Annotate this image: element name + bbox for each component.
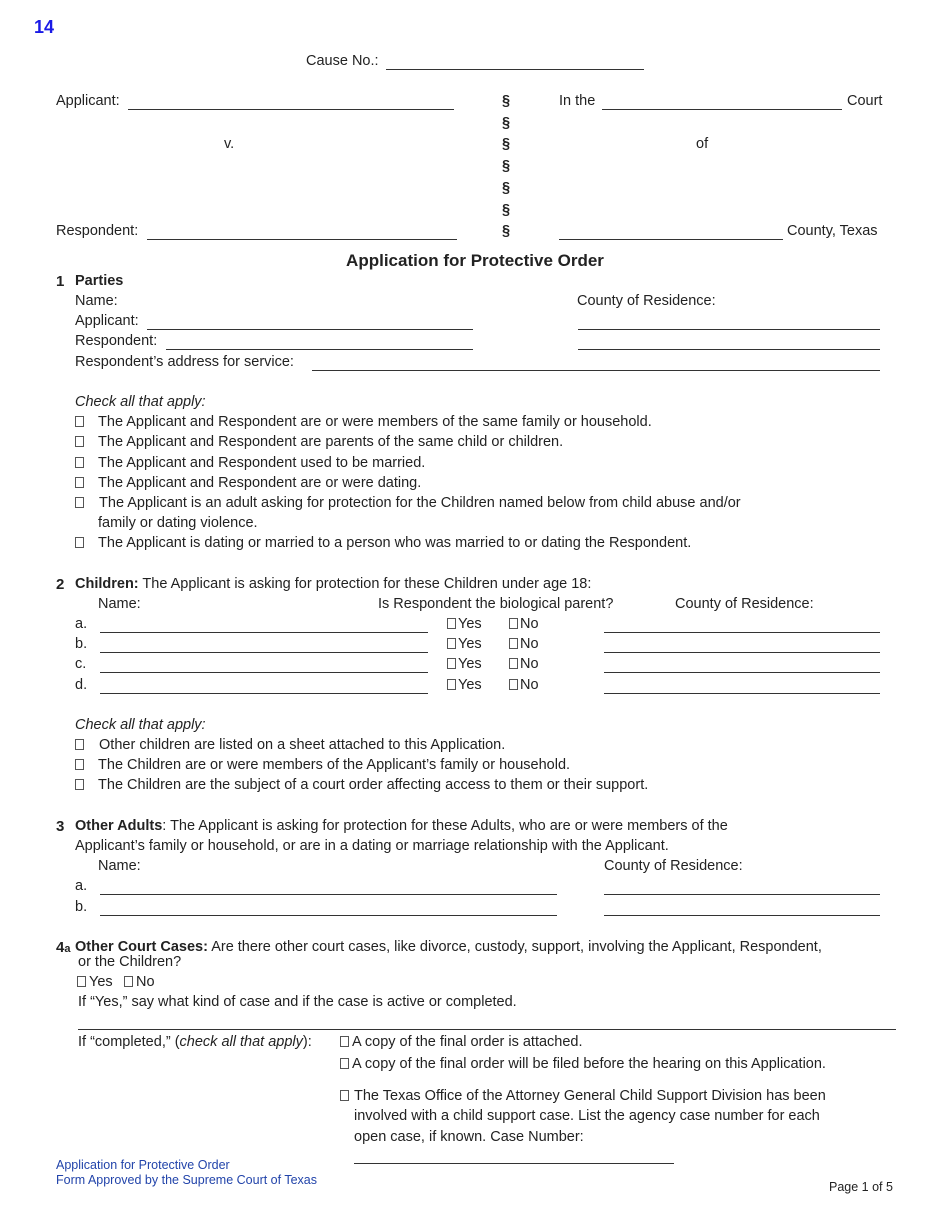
child-yes-option[interactable] (447, 656, 482, 672)
checkbox[interactable] (75, 739, 84, 750)
page-number: 14 (34, 17, 55, 37)
children-option-label: The Children are or were members of the Applicant’s family or household. (98, 757, 571, 773)
yes-label: Yes (89, 974, 113, 990)
versus-label: v. (224, 136, 235, 152)
if-completed-label (78, 1034, 312, 1050)
checkbox[interactable] (340, 1090, 349, 1101)
relationship-option[interactable] (75, 535, 691, 551)
case-kind-field[interactable] (78, 1029, 896, 1030)
checkbox[interactable] (75, 477, 84, 488)
section-mark: § (502, 202, 511, 218)
case-number-field[interactable] (354, 1163, 674, 1164)
relationship-option-label: The Applicant is an adult asking for protection for the Children named below from child abuse and/or (99, 495, 741, 511)
child-yes-option[interactable] (447, 677, 482, 693)
section-2-text: The Applicant is asking for protection for these Children under age 18: (142, 576, 592, 592)
no-label: No (520, 656, 539, 672)
child-no-option[interactable] (509, 616, 539, 632)
yes-label: Yes (458, 677, 482, 693)
section-3-text: : The Applicant is asking for protection for these Adults, who are or were members of the (162, 818, 728, 834)
section-4a-heading-line (75, 939, 822, 955)
children-option[interactable] (75, 777, 648, 793)
section-3-heading: Other Adults (75, 818, 163, 834)
checkbox[interactable] (509, 658, 518, 669)
parties-applicant-label: Applicant: (75, 313, 139, 329)
adult-row-letter: a. (75, 878, 88, 894)
completed-option-label: A copy of the final order will be filed before the hearing on this Application. (352, 1056, 826, 1072)
section-2-number: 2 (56, 576, 65, 593)
no-label: No (136, 974, 155, 990)
parties-respondent-name-field[interactable] (166, 349, 473, 350)
footer-page-number: Page 1 of 5 (829, 1180, 893, 1194)
footer-form-title: Application for Protective Order (56, 1158, 230, 1172)
child-county-field[interactable] (604, 652, 880, 653)
section-3-text-cont: Applicant’s family or household, or are in a dating or marriage relationship with the Applicant. (75, 838, 669, 854)
no-label: No (520, 677, 539, 693)
child-no-option[interactable] (509, 656, 539, 672)
parties-applicant-county-field[interactable] (578, 329, 880, 330)
checkbox[interactable] (75, 416, 84, 427)
checkbox[interactable] (509, 638, 518, 649)
checkbox[interactable] (340, 1058, 349, 1069)
checkbox[interactable] (77, 976, 86, 987)
child-name-field[interactable] (100, 672, 428, 673)
court-cases-no-option[interactable] (124, 974, 155, 990)
completed-option[interactable] (340, 1056, 826, 1072)
relationship-option[interactable] (75, 414, 652, 430)
completed-option[interactable] (340, 1088, 826, 1104)
checkbox[interactable] (509, 618, 518, 629)
checkbox[interactable] (509, 679, 518, 690)
adults-name-label: Name: (98, 858, 141, 874)
check-all-label-2: Check all that apply: (75, 717, 206, 733)
completed-option-label-cont: involved with a child support case. List the agency case number for each (354, 1108, 820, 1124)
children-option-label: The Children are the subject of a court order affecting access to them or their support. (98, 777, 649, 793)
check-all-label-1: Check all that apply: (75, 394, 206, 410)
yes-label: Yes (458, 656, 482, 672)
section-mark: § (502, 180, 511, 196)
respondent-caption-label: Respondent: (56, 223, 139, 239)
checkbox[interactable] (447, 658, 456, 669)
no-label: No (520, 636, 539, 652)
child-row-letter: c. (75, 656, 87, 672)
parties-county-label: County of Residence: (577, 293, 716, 309)
section-4a-sub: a (64, 943, 71, 955)
if-completed-post: ): (302, 1034, 312, 1050)
if-yes-label: If “Yes,” say what kind of case and if the case is active or completed. (78, 994, 517, 1010)
relationship-option[interactable] (75, 495, 741, 511)
adult-name-field[interactable] (100, 915, 557, 916)
child-row-letter: b. (75, 636, 88, 652)
section-4a-text-cont: or the Children? (78, 954, 182, 970)
cause-no-label: Cause No.: (306, 53, 379, 69)
yes-label: Yes (458, 616, 482, 632)
adult-name-field[interactable] (100, 894, 557, 895)
relationship-option-label: The Applicant and Respondent are parents of the same child or children. (98, 434, 564, 450)
parties-applicant-name-field[interactable] (147, 329, 473, 330)
checkbox[interactable] (75, 436, 84, 447)
section-mark: § (502, 115, 511, 131)
county-field[interactable] (559, 239, 783, 240)
in-the-label: In the (559, 93, 596, 109)
completed-option-label: The Texas Office of the Attorney General Child Support Division has been (354, 1088, 826, 1104)
court-cases-yes-option[interactable] (77, 974, 113, 990)
children-option[interactable] (75, 757, 570, 773)
relationship-option[interactable] (75, 475, 421, 491)
relationship-option[interactable] (75, 455, 425, 471)
court-label: Court (847, 93, 883, 109)
section-mark: § (502, 223, 511, 239)
yes-label: Yes (458, 636, 482, 652)
children-county-label: County of Residence: (675, 596, 814, 612)
section-4a-number (56, 939, 70, 956)
section-mark: § (502, 158, 511, 174)
checkbox[interactable] (124, 976, 133, 987)
section-1-number: 1 (56, 273, 65, 290)
parties-name-label: Name: (75, 293, 118, 309)
children-option-label: Other children are listed on a sheet attached to this Application. (99, 737, 506, 753)
relationship-option-label: The Applicant and Respondent used to be married. (98, 455, 426, 471)
children-name-label: Name: (98, 596, 141, 612)
adults-county-label: County of Residence: (604, 858, 743, 874)
relationship-option-label: The Applicant and Respondent are or were members of the same family or household. (98, 414, 652, 430)
section-2-heading: Children: (75, 576, 139, 592)
child-row-letter: d. (75, 677, 88, 693)
respondent-address-label: Respondent’s address for service: (75, 354, 294, 370)
child-yes-option[interactable] (447, 616, 482, 632)
adult-county-field[interactable] (604, 915, 880, 916)
completed-option-label-cont: open case, if known. Case Number: (354, 1129, 584, 1145)
section-2-heading-line (75, 576, 591, 592)
section-3-number: 3 (56, 818, 65, 835)
checkbox[interactable] (75, 779, 84, 790)
section-4a-text: Are there other court cases, like divorce, custody, support, involving the Applicant, Respondent, (211, 939, 822, 955)
checkbox[interactable] (340, 1036, 349, 1047)
completed-option-label: A copy of the final order is attached. (352, 1034, 583, 1050)
if-completed-pre: If “completed,” ( (78, 1034, 180, 1050)
footer-approval: Form Approved by the Supreme Court of Texas (56, 1173, 318, 1187)
page-title: Application for Protective Order (346, 251, 604, 270)
of-label: of (696, 136, 709, 152)
checkbox[interactable] (447, 638, 456, 649)
section-1-heading: Parties (75, 273, 124, 289)
child-row-letter: a. (75, 616, 88, 632)
parties-respondent-label: Respondent: (75, 333, 158, 349)
child-name-field[interactable] (100, 632, 428, 633)
section-3-heading-line (75, 818, 728, 834)
applicant-caption-label: Applicant: (56, 93, 120, 109)
checkbox[interactable] (75, 497, 84, 508)
adult-row-letter: b. (75, 899, 88, 915)
no-label: No (520, 616, 539, 632)
relationship-option-label: The Applicant is dating or married to a person who was married to or dating the Respondent. (98, 535, 692, 551)
child-no-option[interactable] (509, 636, 539, 652)
child-no-option[interactable] (509, 677, 539, 693)
child-county-field[interactable] (604, 632, 880, 633)
section-mark: § (502, 93, 511, 109)
child-name-field[interactable] (100, 652, 428, 653)
child-county-field[interactable] (604, 693, 880, 694)
court-field[interactable] (602, 109, 842, 110)
parties-respondent-county-field[interactable] (578, 349, 880, 350)
section-mark: § (502, 136, 511, 152)
child-yes-option[interactable] (447, 636, 482, 652)
cause-no-field[interactable] (386, 69, 644, 70)
child-name-field[interactable] (100, 693, 428, 694)
checkbox[interactable] (75, 457, 84, 468)
respondent-address-field[interactable] (312, 370, 880, 371)
children-option[interactable] (75, 737, 505, 753)
relationship-option-label: The Applicant and Respondent are or were dating. (98, 475, 422, 491)
checkbox[interactable] (447, 679, 456, 690)
adult-county-field[interactable] (604, 894, 880, 895)
applicant-caption-field[interactable] (128, 109, 454, 110)
relationship-option[interactable] (75, 434, 563, 450)
bio-parent-label: Is Respondent the biological parent? (378, 596, 614, 612)
section-4a-num: 4 (56, 939, 65, 956)
completed-option[interactable] (340, 1034, 583, 1050)
child-county-field[interactable] (604, 672, 880, 673)
checkbox[interactable] (75, 759, 84, 770)
relationship-option-label-cont: family or dating violence. (98, 515, 258, 531)
county-texas-label: County, Texas (787, 223, 878, 239)
respondent-caption-field[interactable] (147, 239, 457, 240)
section-4a-heading: Other Court Cases: (75, 939, 208, 955)
if-completed-italic: check all that apply (179, 1034, 303, 1050)
checkbox[interactable] (447, 618, 456, 629)
checkbox[interactable] (75, 537, 84, 548)
